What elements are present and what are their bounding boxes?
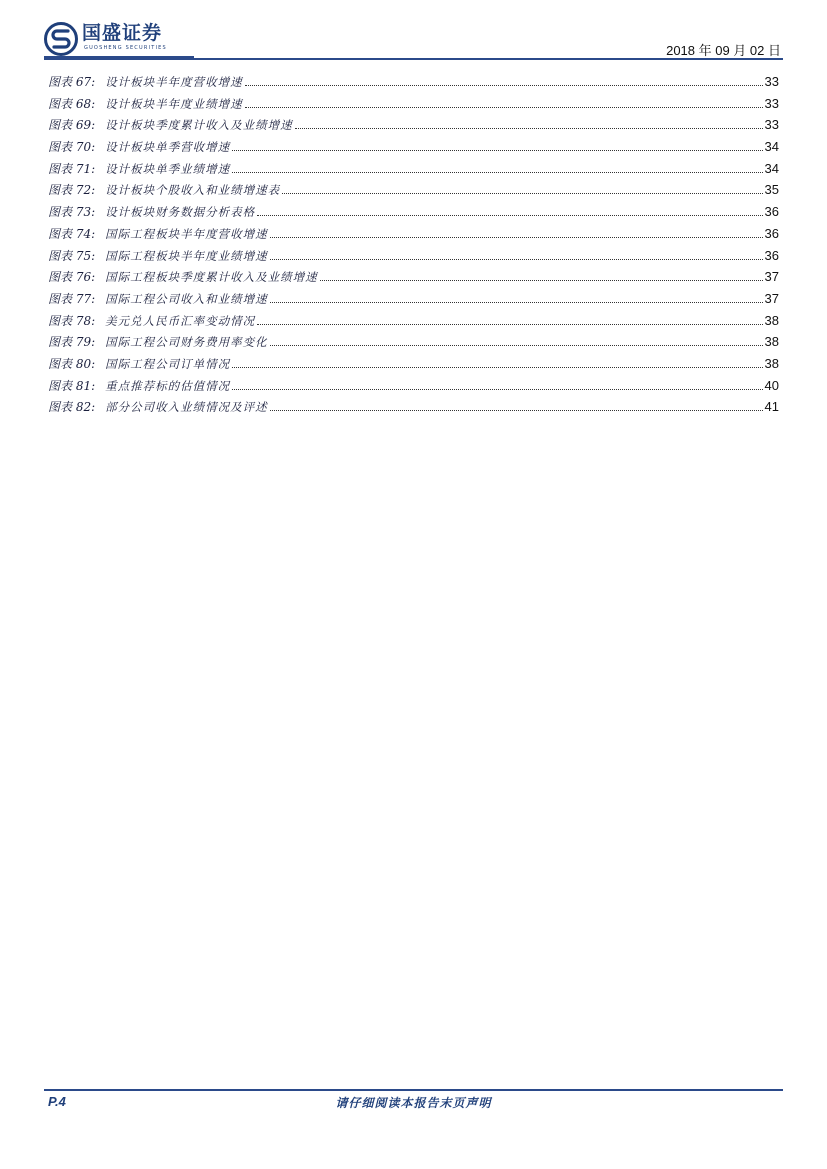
disclaimer-note: 请仔细阅读本报告末页声明 [335,1096,492,1110]
toc-entry-title: 设计板块半年度业绩增速 [105,96,243,111]
toc-entry[interactable] [48,247,779,269]
toc-entry-label: 图表 77: [48,291,96,306]
toc-entry-title: 设计板块季度累计收入及业绩增速 [105,118,293,133]
toc-entry-label: 图表 68: [48,96,96,111]
toc-entry-title: 设计板块单季营收增速 [105,140,231,155]
toc-entry-title: 设计板块半年度营收增速 [105,75,243,89]
toc-entry-title: 美元兑人民币汇率变动情况 [105,313,256,328]
toc-entry-title: 重点推荐标的估值情况 [105,378,231,393]
company-logo [44,22,167,56]
logo-icon [44,22,78,56]
toc-entry[interactable] [48,398,779,420]
toc-entry[interactable] [48,355,779,377]
toc-entry-page: 33 [764,117,779,133]
toc-entry[interactable] [48,268,779,290]
logo-english-name: GUOSHENG SECURITIES [84,45,167,51]
toc-entry-label: 图表 74: [48,226,96,241]
toc-dot-leader [282,192,762,194]
toc-entry-label: 图表 70: [48,140,96,155]
toc-entry[interactable] [48,333,779,355]
toc-entry-page: 36 [764,247,779,263]
toc-entry-page: 35 [764,182,779,198]
toc-entry[interactable] [48,377,779,399]
toc-dot-leader [245,84,763,86]
toc-entry-label: 图表 78: [48,313,96,328]
toc-entry-label: 图表 71: [48,161,96,176]
logo-chinese-name: 国盛证券 [82,22,163,44]
toc-entry[interactable] [48,290,779,312]
report-date: 2018 年 09 月 02 日 [666,43,781,58]
toc-entry-label: 图表 80: [48,356,96,371]
toc-dot-leader [232,388,762,390]
toc-entry-label: 图表 69: [48,118,96,133]
page-header [0,0,827,70]
toc-entry-page: 33 [764,74,779,89]
toc-dot-leader [232,149,762,151]
toc-entry-title: 国际工程公司订单情况 [105,356,231,371]
toc-entry-label: 图表 72: [48,183,96,198]
toc-entry[interactable] [48,116,779,138]
toc-entry-page: 37 [764,269,779,285]
toc-entry-title: 部分公司收入业绩情况及评述 [105,400,268,415]
toc-entry-page: 34 [764,139,779,155]
toc-entry[interactable] [48,181,779,203]
toc-dot-leader [270,344,763,346]
toc-entry-title: 国际工程板块半年度营收增速 [105,226,268,241]
footer-rule [44,1089,783,1091]
toc-dot-leader [270,236,763,238]
toc-entry-label: 图表 82: [48,400,96,415]
toc-entry[interactable] [48,95,779,117]
toc-entry[interactable] [48,203,779,225]
toc-entry-label: 图表 79: [48,335,96,350]
table-of-figures [48,73,779,420]
toc-entry-title: 国际工程公司财务费用率变化 [105,335,268,350]
toc-dot-leader [320,279,763,281]
toc-entry-page: 36 [764,225,779,241]
toc-entry-page: 36 [764,204,779,220]
toc-dot-leader [270,409,763,411]
toc-entry-page: 40 [764,377,779,393]
toc-entry-label: 图表 67: [48,75,96,89]
toc-entry-title: 设计板块财务数据分析表格 [105,205,256,220]
toc-entry-title: 设计板块个股收入和业绩增速表 [105,183,281,198]
toc-entry[interactable] [48,138,779,160]
toc-entry-label: 图表 73: [48,205,96,220]
toc-entry-page: 38 [764,334,779,350]
toc-entry[interactable] [48,225,779,247]
toc-entry-label: 图表 81: [48,378,96,393]
toc-entry[interactable] [48,312,779,334]
header-rule [44,58,783,60]
toc-entry-title: 设计板块单季业绩增速 [105,161,231,176]
toc-dot-leader [232,171,762,173]
toc-entry-page: 37 [764,290,779,306]
toc-entry-page: 38 [764,312,779,328]
toc-dot-leader [257,323,762,325]
toc-entry[interactable] [48,160,779,182]
toc-entry-page: 33 [764,95,779,111]
toc-entry-page: 34 [764,160,779,176]
toc-dot-leader [232,366,762,368]
toc-entry-title: 国际工程公司收入和业绩增速 [105,291,268,306]
toc-entry-label: 图表 76: [48,270,96,285]
page-number: P.4 [48,1094,66,1109]
toc-dot-leader [270,301,763,303]
toc-dot-leader [270,258,763,260]
toc-entry-title: 国际工程板块季度累计收入及业绩增速 [105,270,318,285]
toc-entry[interactable] [48,73,779,95]
toc-entry-page: 38 [764,355,779,371]
toc-entry-page: 41 [764,399,779,415]
toc-dot-leader [257,214,762,216]
toc-entry-title: 国际工程板块半年度业绩增速 [105,248,268,263]
toc-dot-leader [295,127,763,129]
toc-entry-label: 图表 75: [48,248,96,263]
toc-dot-leader [245,106,763,108]
